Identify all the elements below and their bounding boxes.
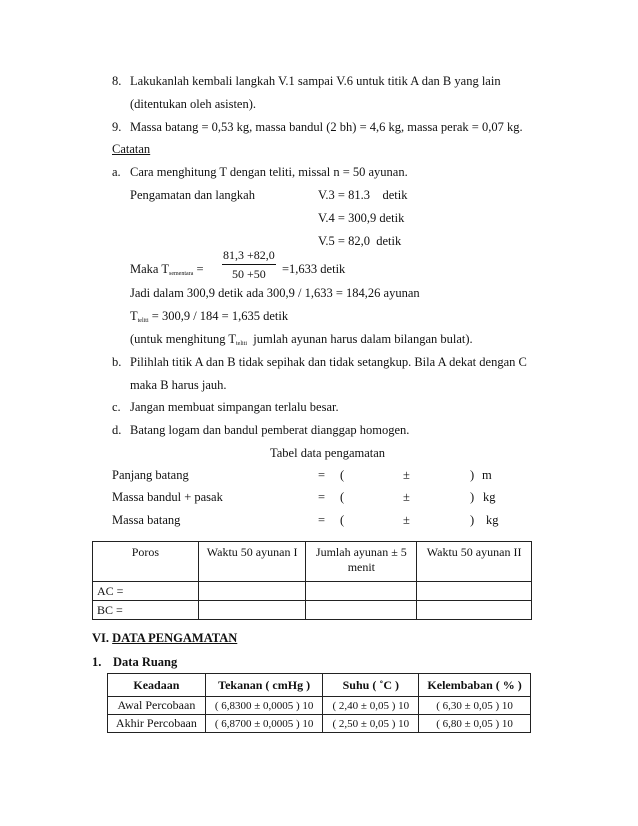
header-suhu: Suhu ( ˚C ) [323, 674, 419, 697]
table-row [93, 582, 532, 601]
note-a-text: Cara menghitung T dengan teliti, missal n = 50 ayunan. [130, 165, 408, 179]
measurement-unit: kg [486, 513, 499, 527]
measurement-unit: m [482, 468, 492, 482]
subsection-number: 1. [92, 655, 102, 669]
fraction-denominator: 50 +50 [232, 267, 266, 281]
measurement-eq: = [318, 490, 326, 504]
measurement-close: ) [470, 468, 475, 482]
item-8-line-1: Lakukanlah kembali langkah V.1 sampai V.6 untuk titik A dan B yang lain [130, 74, 501, 88]
table-row [108, 697, 531, 715]
fraction [222, 248, 276, 282]
item-9-text: Massa batang = 0,53 kg, massa bandul (2 bh) = 4,6 kg, massa perak = 0,07 kg. [130, 120, 523, 134]
measurement-open: ( [340, 490, 345, 504]
poros-table [92, 541, 532, 620]
header-waktu-2: Waktu 50 ayunan II [417, 542, 532, 582]
v4-value: V.4 = 300,9 detik [318, 211, 405, 225]
measurement-eq: = [318, 513, 326, 527]
tabel-title: Tabel data pengamatan [270, 446, 386, 460]
header-jumlah: Jumlah ayunan ± 5 menit [306, 542, 417, 582]
table-cell [198, 601, 306, 620]
table-cell [417, 582, 532, 601]
jadi-text: Jadi dalam 300,9 detik ada 300,9 / 1,633 = 184,26 ayunan [130, 286, 420, 300]
measurement-open: ( [340, 468, 345, 482]
item-9-number: 9. [112, 120, 122, 134]
table-cell: ( 6,30 ± 0,05 ) 10 [419, 697, 531, 715]
note-c-label: c. [112, 400, 121, 414]
table-cell: BC = [93, 601, 199, 620]
table-cell [306, 601, 417, 620]
measurement-pm: ± [403, 490, 410, 504]
header-poros: Poros [93, 542, 199, 582]
header-tekanan: Tekanan ( cmHg ) [205, 674, 323, 697]
table-cell: ( 2,40 ± 0,05 ) 10 [323, 697, 419, 715]
measurement-pm: ± [403, 468, 410, 482]
catatan-heading: Catatan [112, 142, 151, 156]
untuk-line: (untuk menghitung $T_{teliti}$ jumlah ayunan harus dalam bilangan bulat). [130, 332, 473, 347]
measurement-close: ) [470, 513, 475, 527]
measurement-label: Panjang batang [112, 468, 189, 482]
pengamatan-label: Pengamatan dan langkah [130, 188, 255, 202]
table-cell: ( 6,8700 ± 0,0005 ) 10 [205, 715, 323, 733]
table-cell: AC = [93, 582, 199, 601]
table-row [108, 715, 531, 733]
table-cell: Awal Percobaan [108, 697, 206, 715]
v3-value: V.3 = 81.3 detik [318, 188, 408, 202]
ruang-table [107, 673, 531, 733]
table-cell: Akhir Percobaan [108, 715, 206, 733]
note-a-label: a. [112, 165, 121, 179]
note-b-label: b. [112, 355, 122, 369]
subsection-title: Data Ruang [113, 655, 178, 669]
section-title: VI. DATA PENGAMATAN [92, 631, 238, 645]
header-keadaan: Keadaan [108, 674, 206, 697]
note-d-text: Batang logam dan bandul pemberat dianggap homogen. [130, 423, 410, 437]
table-cell: ( 2,50 ± 0,05 ) 10 [323, 715, 419, 733]
measurement-label: Massa batang [112, 513, 181, 527]
note-b-line-2: maka B harus jauh. [130, 378, 227, 392]
note-c-text: Jangan membuat simpangan terlalu besar. [130, 400, 339, 414]
measurement-pm: ± [403, 513, 410, 527]
table-cell [306, 582, 417, 601]
fraction-numerator: 81,3 +82,0 [222, 248, 276, 265]
note-b-line-1: Pilihlah titik A dan B tidak sepihak dan tidak setangkup. Bila A dekat dengan C [130, 355, 527, 369]
table-row [93, 601, 532, 620]
ruang-table-header [108, 674, 531, 697]
note-d-label: d. [112, 423, 122, 437]
measurement-eq: = [318, 468, 326, 482]
measurement-unit: kg [483, 490, 496, 504]
table-cell: ( 6,80 ± 0,05 ) 10 [419, 715, 531, 733]
maka-result: =1,633 detik [282, 262, 346, 276]
header-kelembaban: Kelembaban ( % ) [419, 674, 531, 697]
table-cell [417, 601, 532, 620]
measurement-close: ) [470, 490, 475, 504]
item-8-number: 8. [112, 74, 122, 88]
measurement-open: ( [340, 513, 345, 527]
header-waktu-1: Waktu 50 ayunan I [198, 542, 306, 582]
item-8-line-2: (ditentukan oleh asisten). [130, 97, 257, 111]
table-cell: ( 6,8300 ± 0,0005 ) 10 [205, 697, 323, 715]
t-teliti-line: $T_{teliti} = 300,9 / 184 = 1,635$ detik [130, 309, 289, 324]
measurement-label: Massa bandul + pasak [112, 490, 223, 504]
maka-formula-label: Maka $T_{sementara}$ = [130, 262, 207, 277]
table-cell [198, 582, 306, 601]
v5-value: V.5 = 82,0 detik [318, 234, 402, 248]
poros-table-header [93, 542, 532, 582]
